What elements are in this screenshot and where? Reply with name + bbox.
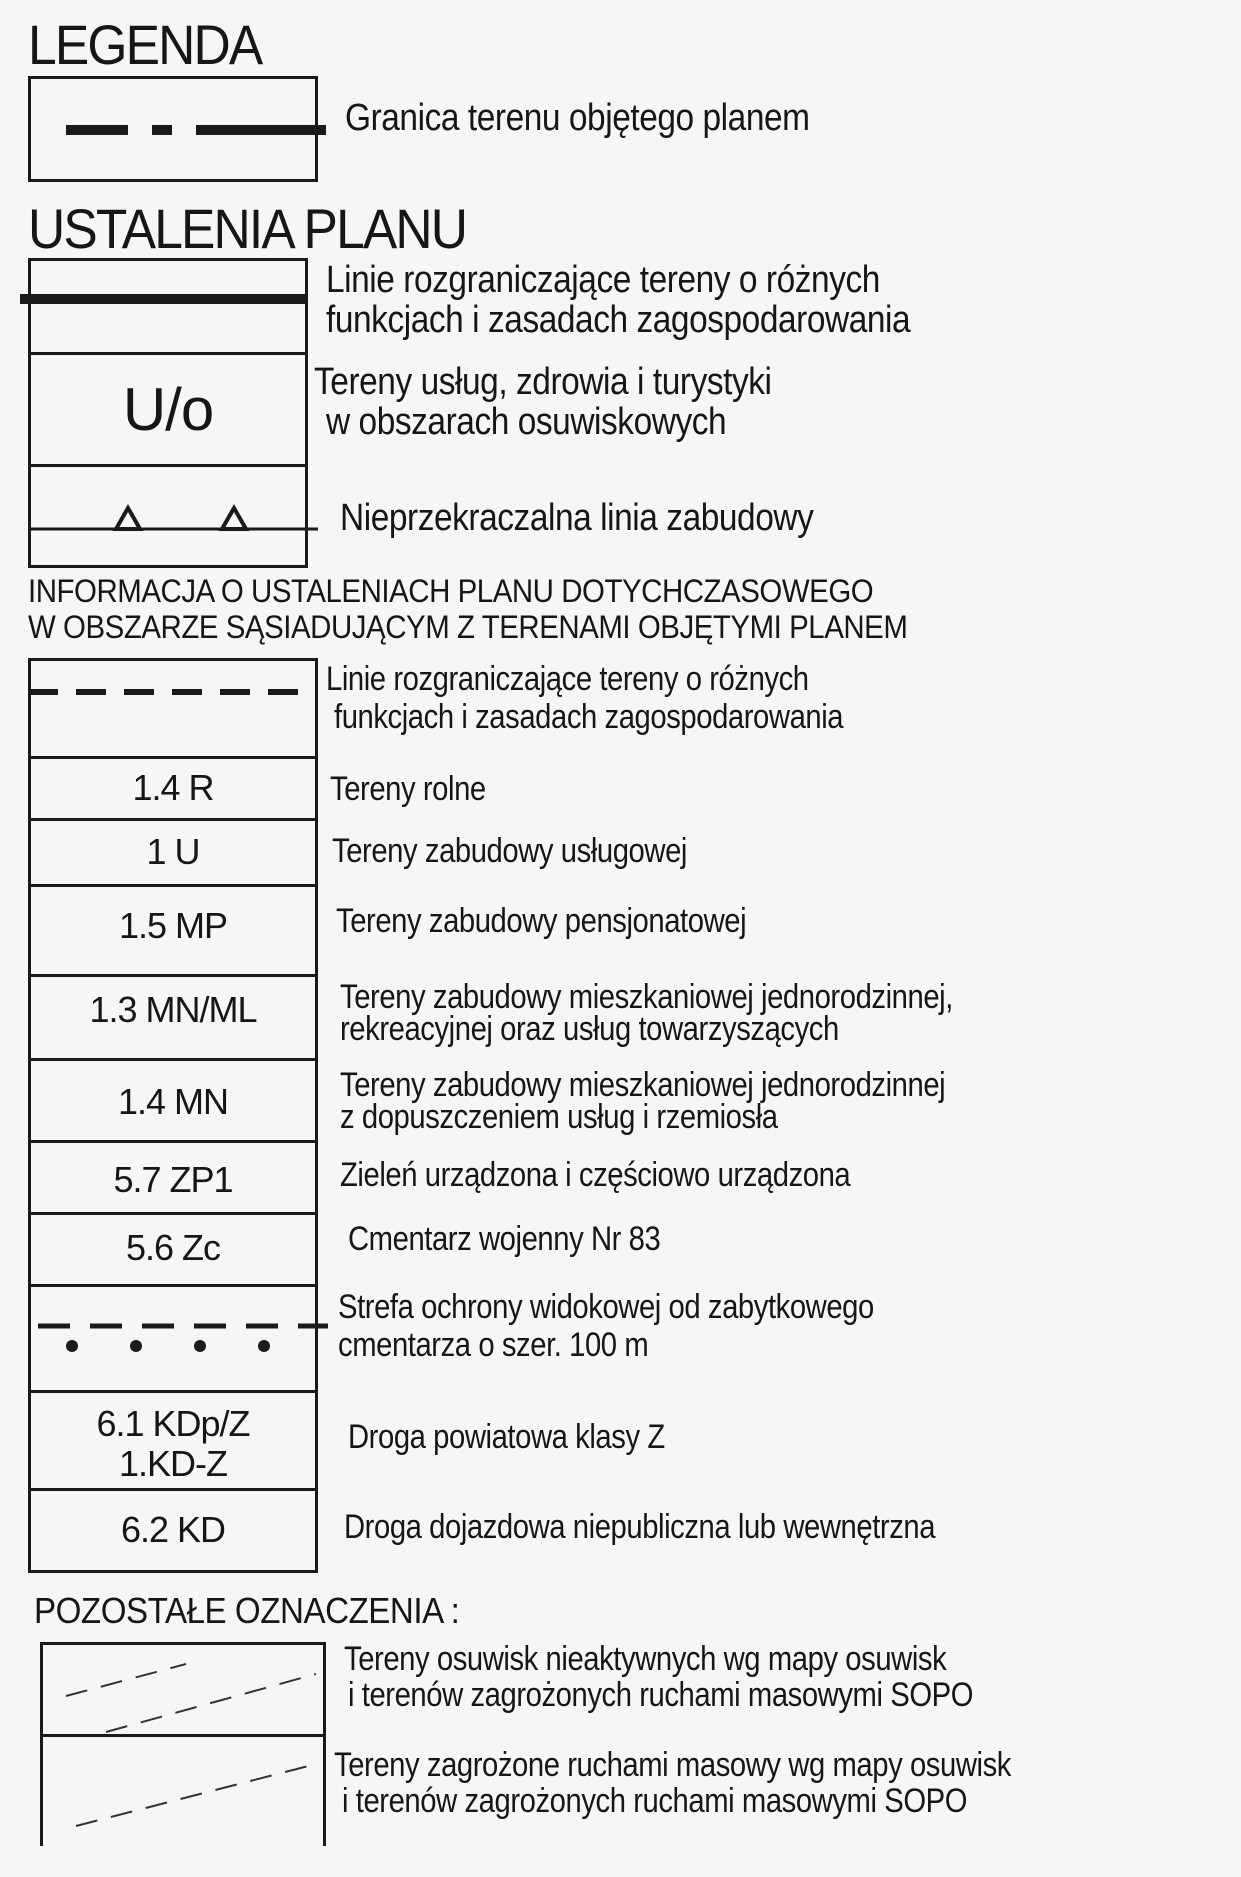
- plan-item-1-line1: Linie rozgraniczające tereny o różnych: [326, 259, 880, 301]
- existing-item-5-line2: rekreacyjnej oraz usług towarzyszących: [340, 1010, 839, 1048]
- row-divider: [28, 884, 318, 887]
- existing-item-9-line1: Strefa ochrony widokowej od zabytkowego: [338, 1288, 874, 1326]
- dashed-boundary-icon: [28, 686, 328, 698]
- code-1-5-mp: 1.5 MP: [118, 905, 228, 946]
- code-5-6-zc: 5.6 Zc: [125, 1227, 221, 1268]
- other-item-2-line2: i terenów zagrożonych ruchami masowymi SOPO: [342, 1782, 968, 1820]
- row-divider: [28, 352, 308, 355]
- code-6-2-kd: 6.2 KD: [120, 1509, 226, 1550]
- building-line-triangle-icon: [28, 496, 328, 556]
- row-divider: [28, 756, 318, 759]
- code-6-1-kdp-z: 6.1 KDp/Z: [96, 1403, 250, 1444]
- row-divider: [28, 1390, 318, 1393]
- other-heading: POZOSTAŁE OZNACZENIA :: [34, 1590, 460, 1631]
- existing-item-5-line1: Tereny zabudowy mieszkaniowej jednorodzinnej,: [340, 978, 953, 1016]
- existing-item-11-label: Droga dojazdowa niepubliczna lub wewnętrzna: [344, 1508, 936, 1546]
- existing-item-6-line2: z dopuszczeniem usług i rzemiosła: [340, 1098, 778, 1136]
- code-1-4-mn: 1.4 MN: [117, 1081, 229, 1122]
- other-item-2-line1: Tereny zagrożone ruchami masowy wg mapy osuwisk: [334, 1746, 1011, 1784]
- plan-item-1-line2: funkcjach i zasadach zagospodarowania: [326, 299, 911, 341]
- inactive-landslide-hatch-icon: [46, 1646, 326, 1736]
- existing-item-7-label: Zieleń urządzona i częściowo urządzona: [340, 1156, 851, 1194]
- code-1-u: 1 U: [146, 831, 200, 872]
- code-u-o: U/o: [122, 376, 214, 443]
- view-protection-zone-icon: [28, 1314, 328, 1354]
- row-divider: [28, 1212, 318, 1215]
- info-heading-line1: INFORMACJA O USTALENIACH PLANU DOTYCHCZASOWEGO: [28, 573, 874, 609]
- legend-heading: LEGENDA: [28, 13, 262, 76]
- row-divider: [28, 818, 318, 821]
- row-divider: [28, 1140, 318, 1143]
- plan-item-2-line1: Tereny usług, zdrowia i turystyki: [314, 361, 772, 403]
- row-divider: [28, 974, 318, 977]
- plan-item-2-line2: w obszarach osuwiskowych: [326, 401, 727, 443]
- info-heading-line2: W OBSZARZE SĄSIADUJĄCYM Z TERENAMI OBJĘTYMI PLANEM: [28, 609, 908, 645]
- threatened-area-hatch-icon: [46, 1738, 326, 1848]
- code-1-3-mn-ml: 1.3 MN/ML: [89, 989, 257, 1030]
- existing-item-2-label: Tereny rolne: [330, 770, 486, 808]
- thick-boundary-line: [20, 294, 306, 304]
- code-1-kd-z: 1.KD-Z: [118, 1443, 227, 1484]
- plan-settings-heading: USTALENIA PLANU: [28, 197, 467, 260]
- other-item-1-line1: Tereny osuwisk nieaktywnych wg mapy osuwisk: [344, 1640, 947, 1678]
- existing-item-6-line1: Tereny zabudowy mieszkaniowej jednorodzinnej: [340, 1066, 946, 1104]
- plan-item-3-line1: Nieprzekraczalna linia zabudowy: [340, 497, 814, 539]
- boundary-dash-dot-icon: [28, 76, 318, 182]
- existing-item-1-line1: Linie rozgraniczające tereny o różnych: [326, 660, 809, 698]
- code-5-7-zp1: 5.7 ZP1: [113, 1159, 233, 1200]
- existing-item-9-line2: cmentarza o szer. 100 m: [338, 1326, 649, 1364]
- boundary-label: Granica terenu objętego planem: [345, 97, 810, 139]
- existing-item-3-label: Tereny zabudowy usługowej: [332, 832, 687, 870]
- row-divider: [28, 464, 308, 467]
- existing-item-8-label: Cmentarz wojenny Nr 83: [348, 1220, 661, 1258]
- code-1-4-r: 1.4 R: [132, 767, 214, 808]
- row-divider: [28, 1284, 318, 1287]
- other-item-1-line2: i terenów zagrożonych ruchami masowymi SOPO: [348, 1676, 974, 1714]
- row-divider: [28, 1058, 318, 1061]
- existing-item-10-label: Droga powiatowa klasy Z: [348, 1418, 665, 1456]
- row-divider: [28, 1488, 318, 1491]
- boundary-symbol-box: [28, 76, 318, 182]
- existing-item-1-line2: funkcjach i zasadach zagospodarowania: [334, 698, 844, 736]
- existing-item-4-label: Tereny zabudowy pensjonatowej: [336, 902, 747, 940]
